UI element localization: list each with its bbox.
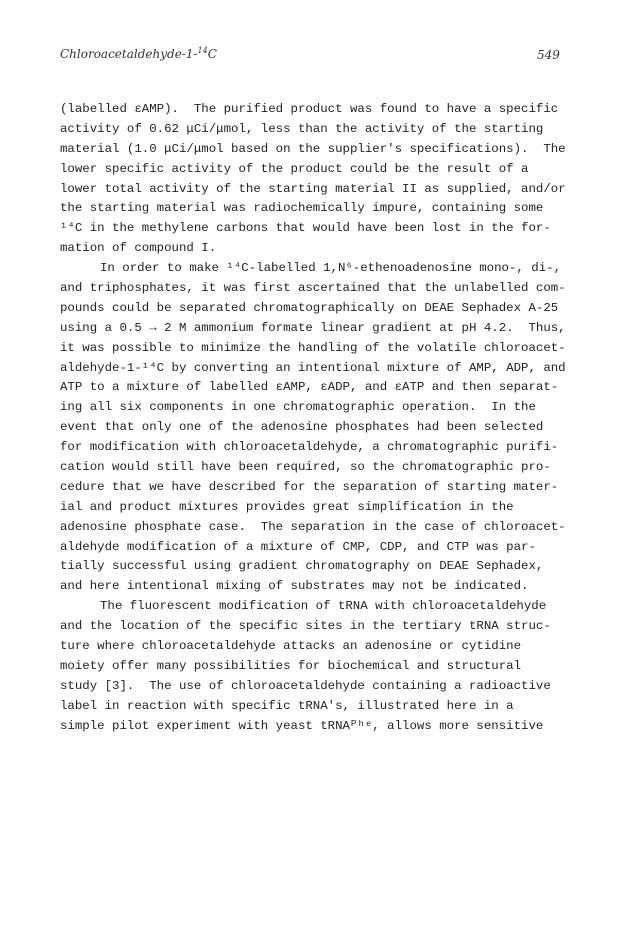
text-line: and here intentional mixing of substrates may not be indicated. — [60, 579, 529, 594]
text-line: adenosine phosphate case. The separation in the case of chloroacet- — [60, 519, 566, 534]
text-line: material (1.0 μCi/μmol based on the supplier's specifications). The — [60, 141, 566, 156]
text-line: lower total activity of the starting material II as supplied, and/or — [60, 181, 566, 196]
text-line: it was possible to minimize the handling of the volatile chloroacet- — [60, 340, 566, 355]
paragraph-start-line: The fluorescent modification of tRNA with chloroacetaldehyde — [100, 599, 547, 614]
text-line: tially successful using gradient chromatography on DEAE Sephadex, — [60, 559, 544, 574]
text-line: using a 0.5 → 2 M ammonium formate linear gradient at pH 4.2. Thus, — [60, 320, 566, 335]
text-line: moiety offer many possibilities for biochemical and structural — [60, 658, 522, 673]
text-line: (labelled εAMP). The purified product was found to have a specific — [60, 102, 559, 116]
text-line: study [3]. The use of chloroacetaldehyde containing a radioactive — [60, 678, 551, 693]
text-line: event that only one of the adenosine phosphates had been selected — [60, 420, 544, 435]
running-title-end: C — [207, 47, 217, 61]
paragraph-start-line: In order to make ¹⁴C-labelled 1,N⁶-ethenoadenosine mono-, di-, — [100, 261, 562, 276]
text-line: the starting material was radiochemically impure, containing some — [60, 201, 544, 216]
page-number: 549 — [537, 48, 560, 62]
text-line: mation of compound I. — [60, 241, 217, 256]
text-line: cation would still have been required, so the chromatographic pro- — [60, 460, 551, 475]
text-line: label in reaction with specific tRNA's, illustrated here in a — [60, 698, 514, 713]
running-title — [60, 46, 217, 61]
text-line: and triphosphates, it was first ascertained that the unlabelled com- — [60, 281, 566, 296]
running-title-superscript: 14 — [197, 46, 208, 55]
text-line: aldehyde-1-¹⁴C by converting an intentional mixture of AMP, ADP, and — [60, 360, 566, 375]
text-line: pounds could be separated chromatographically on DEAE Sephadex A-25 — [60, 300, 559, 315]
text-line: for modification with chloroacetaldehyde, a chromatographic purifi- — [60, 440, 559, 455]
text-line: ial and product mixtures provides great simplification in the — [60, 499, 514, 514]
text-line: ing all six components in one chromatographic operation. In the — [60, 400, 536, 415]
text-line: cedure that we have described for the separation of starting mater- — [60, 479, 559, 494]
text-line: and the location of the specific sites in the tertiary tRNA struc- — [60, 619, 551, 634]
running-title-main: Chloroacetaldehyde-1- — [60, 47, 198, 61]
text-line: aldehyde modification of a mixture of CMP, CDP, and CTP was par- — [60, 539, 536, 554]
text-line: simple pilot experiment with yeast tRNAᴾʰᵉ, allows more sensitive — [60, 718, 544, 733]
body-text — [60, 100, 565, 737]
text-line: ture where chloroacetaldehyde attacks an adenosine or cytidine — [60, 639, 522, 654]
text-line: lower specific activity of the product could be the result of a — [60, 161, 529, 176]
text-line: ¹⁴C in the methylene carbons that would have been lost in the for- — [60, 221, 551, 236]
text-line: activity of 0.62 μCi/μmol, less than the activity of the starting — [60, 121, 544, 136]
text-line: ATP to a mixture of labelled εAMP, εADP, and εATP and then separat- — [60, 380, 559, 395]
